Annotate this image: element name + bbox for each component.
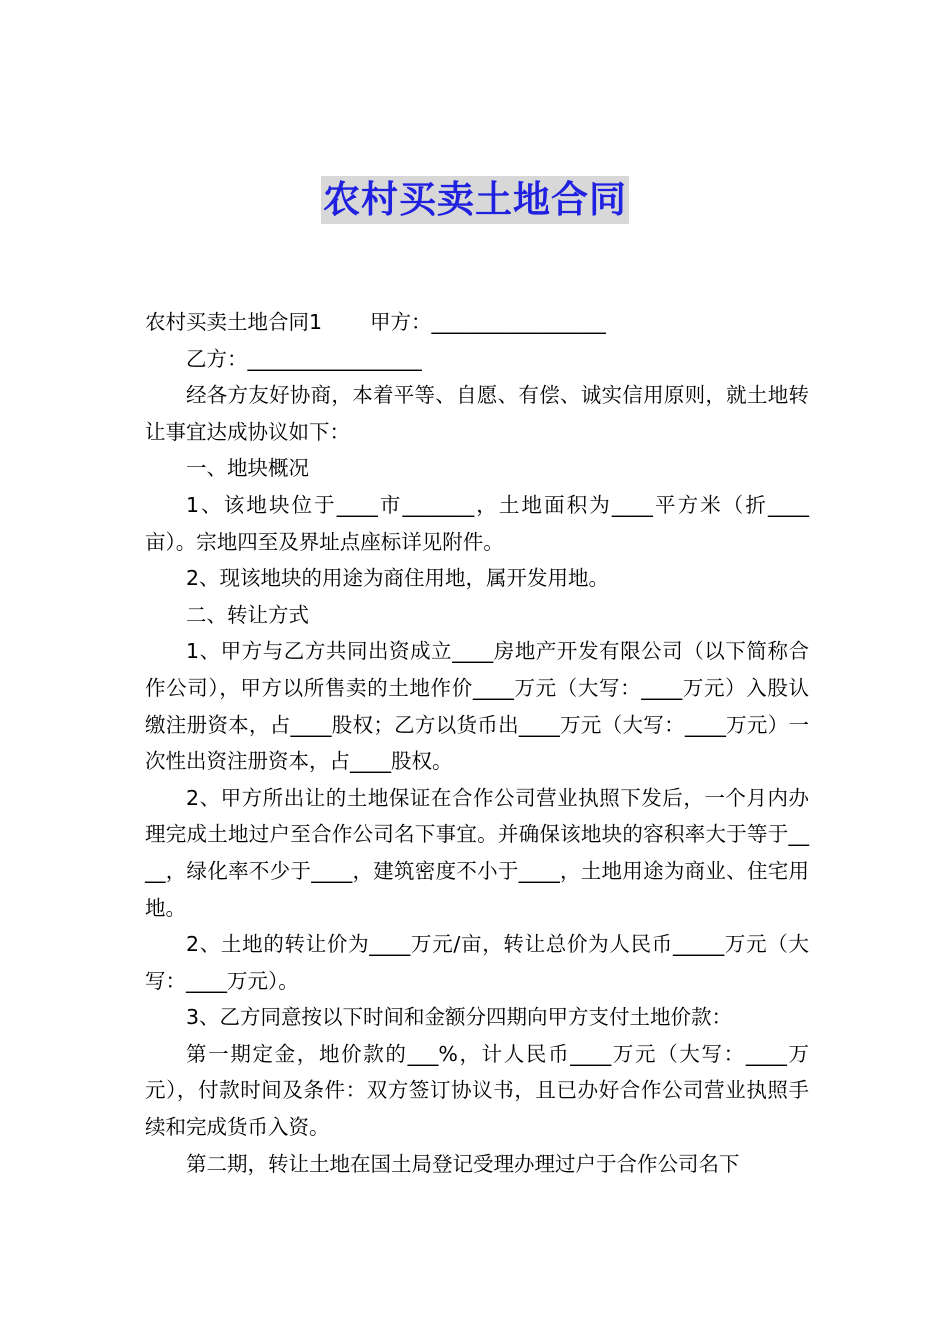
paragraph-payment-schedule: 3、乙方同意按以下时间和金额分四期向甲方支付土地价款： — [186, 1005, 733, 1030]
paragraph-land-guarantee: 2、甲方所出让的土地保证在合作公司营业执照下发后，一个月内办理完成土地过户至合作公司名下事宜。并确保该地块的容积率大于等于____，绿化率不少于____，建筑密度不小于____，土地用途为商业、住宅用地。 — [145, 785, 809, 920]
party-a-line: 甲方：_________________ — [370, 310, 606, 334]
first-line — [145, 304, 809, 341]
paragraph-first-payment: 第一期定金，地价款的___%，计人民币____万元（大写：____万元），付款时间及条件：双方签订协议书，且已办好合作公司营业执照手续和完成货币入资。 — [145, 1041, 809, 1140]
paragraph-second-payment: 第二期，转让土地在国土局登记受理办理过户于合作公司名下 — [186, 1151, 740, 1176]
paragraph-joint-company: 1、甲方与乙方共同出资成立____房地产开发有限公司（以下简称合作公司），甲方以所售卖的土地作价____万元（大写：____万元）入股认缴注册资本，占____股权；乙方以货币出____万元（大写：____万元）一次性出资注册资本，占____股权。 — [145, 639, 809, 774]
paragraph-plot-location: 1、该地块位于____市_______，土地面积为____平方米（折____亩）。宗地四至及界址点座标详见附件。 — [145, 492, 809, 554]
paragraph-plot-use: 2、现该地块的用途为商住用地，属开发用地。 — [186, 566, 610, 591]
section-heading-plot: 一、地块概况 — [186, 456, 309, 481]
section-heading-transfer: 二、转让方式 — [186, 602, 309, 627]
paragraph-party-b: 乙方：_________________ — [186, 346, 422, 371]
paragraph-transfer-price: 2、土地的转让价为____万元/亩，转让总价为人民币_____万元（大写：____万元）。 — [145, 932, 809, 993]
document-body — [145, 304, 809, 1182]
paragraph-preamble: 经各方友好协商，本着平等、自愿、有偿、诚实信用原则，就土地转让事宜达成协议如下： — [145, 383, 809, 444]
contract-heading: 农村买卖土地合同1 — [145, 310, 323, 334]
document-title: 农村买卖土地合同 — [321, 176, 629, 224]
title-container — [0, 176, 950, 224]
